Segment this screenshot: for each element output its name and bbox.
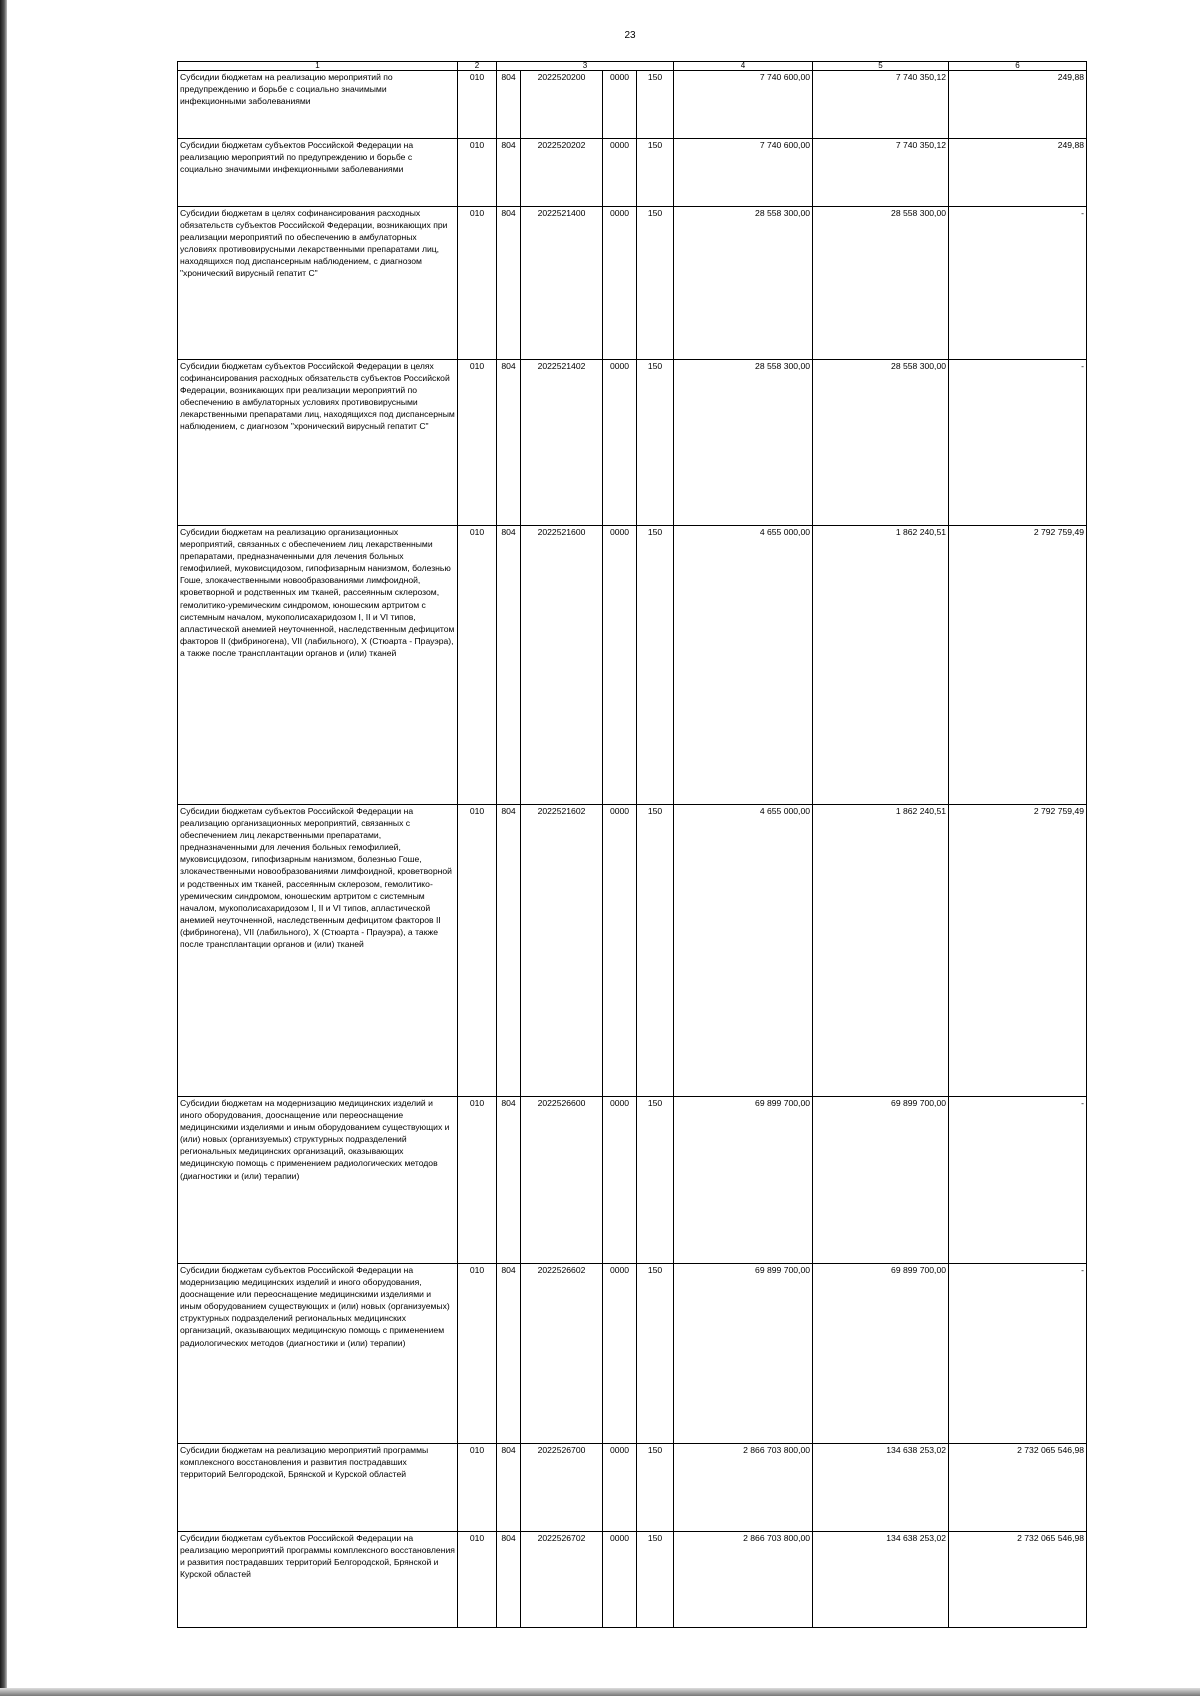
executed-amount: 7 740 350,12 <box>813 139 949 207</box>
table-row <box>178 207 1087 360</box>
row-name: Субсидии бюджетам в целях софинансирования расходных обязательств субъектов Российской Федерации, возникающих при реализации мероприятий по обеспечению в амбулаторных условиях противовирусными лекарственными препаратами лиц, находящихся под диспансерным наблюдением, с диагнозом "хронический вирусный гепатит С" <box>178 207 458 360</box>
chapter-code: 804 <box>497 139 521 207</box>
chapter-code: 804 <box>497 1444 521 1532</box>
kind-code: 150 <box>637 139 674 207</box>
admin-code: 010 <box>458 1444 497 1532</box>
executed-amount: 69 899 700,00 <box>813 1097 949 1264</box>
planned-amount: 7 740 600,00 <box>674 71 813 139</box>
remaining-amount: 249,88 <box>949 71 1087 139</box>
admin-code: 010 <box>458 805 497 1097</box>
planned-amount: 2 866 703 800,00 <box>674 1532 813 1628</box>
row-name: Субсидии бюджетам субъектов Российской Федерации на реализацию организационных мероприятий, связанных с обеспечением лиц лекарственными препаратами, предназначенными для лечения больных гемофилией, муковисцидозом, гипофизарным нанизмом, болезнью Гоше, злокачественными новообразованиями лимфоидной, кроветворной и родственных им тканей, рассеянным склерозом, гемолитико-уремическим синдромом, юношеским артритом с системным началом, мукополисахаридозом I, II и VI типов, апластической анемией неуточненной, наследственным дефицитом факторов II (фибриногена), VII (лабильного), X (Стюарта - Прауэра), а также после трансплантации органов и (или) тканей <box>178 805 458 1097</box>
table-row <box>178 71 1087 139</box>
kind-code: 150 <box>637 1532 674 1628</box>
sub-code: 0000 <box>603 1264 637 1444</box>
sub-code: 0000 <box>603 207 637 360</box>
header-col-6: 6 <box>949 62 1087 71</box>
remaining-amount: - <box>949 1097 1087 1264</box>
type-code: 2022520200 <box>521 71 603 139</box>
admin-code: 010 <box>458 360 497 526</box>
sub-code: 0000 <box>603 360 637 526</box>
table-row <box>178 1264 1087 1444</box>
executed-amount: 134 638 253,02 <box>813 1532 949 1628</box>
admin-code: 010 <box>458 71 497 139</box>
row-name: Субсидии бюджетам субъектов Российской Федерации на реализацию мероприятий по предупреждению и борьбе с социально значимыми инфекционными заболеваниями <box>178 139 458 207</box>
executed-amount: 1 862 240,51 <box>813 526 949 805</box>
kind-code: 150 <box>637 805 674 1097</box>
scan-edge-bottom <box>0 1688 1200 1696</box>
planned-amount: 4 655 000,00 <box>674 526 813 805</box>
row-name: Субсидии бюджетам на реализацию организационных мероприятий, связанных с обеспечением лиц лекарственными препаратами, предназначенными для лечения больных гемофилией, муковисцидозом, гипофизарным нанизмом, болезнью Гоше, злокачественными новообразованиями лимфоидной, кроветворной и родственных им тканей, рассеянным склерозом, гемолитико-уремическим синдромом, юношеским артритом с системным началом, мукополисахаридозом I, II и VI типов, апластической анемией неуточненной, наследственным дефицитом факторов II (фибриногена), VII (лабильного), X (Стюарта - Прауэра), а также после трансплантации органов и (или) тканей <box>178 526 458 805</box>
planned-amount: 28 558 300,00 <box>674 207 813 360</box>
kind-code: 150 <box>637 526 674 805</box>
table-row <box>178 1444 1087 1532</box>
planned-amount: 4 655 000,00 <box>674 805 813 1097</box>
planned-amount: 28 558 300,00 <box>674 360 813 526</box>
row-name: Субсидии бюджетам на модернизацию медицинских изделий и иного оборудования, дооснащение или переоснащение медицинскими изделиями и иным оборудованием существующих и (или) новых (организуемых) структурных подразделений региональных медицинских организаций, оказывающих медицинскую помощь с применением радиологических методов (диагностики и (или) терапии) <box>178 1097 458 1264</box>
chapter-code: 804 <box>497 71 521 139</box>
row-name: Субсидии бюджетам субъектов Российской Федерации в целях софинансирования расходных обязательств субъектов Российской Федерации, возникающих при реализации мероприятий по обеспечению в амбулаторных условиях противовирусными лекарственными препаратами лиц, находящихся под диспансерным наблюдением, с диагнозом "хронический вирусный гепатит С" <box>178 360 458 526</box>
chapter-code: 804 <box>497 1097 521 1264</box>
sub-code: 0000 <box>603 139 637 207</box>
executed-amount: 28 558 300,00 <box>813 360 949 526</box>
sub-code: 0000 <box>603 1097 637 1264</box>
sub-code: 0000 <box>603 805 637 1097</box>
planned-amount: 69 899 700,00 <box>674 1264 813 1444</box>
header-col-4: 4 <box>674 62 813 71</box>
type-code: 2022526700 <box>521 1444 603 1532</box>
chapter-code: 804 <box>497 526 521 805</box>
admin-code: 010 <box>458 1264 497 1444</box>
row-name: Субсидии бюджетам субъектов Российской Федерации на модернизацию медицинских изделий и иного оборудования, дооснащение или переоснащение медицинскими изделиями и иным оборудованием существующих и (или) новых (организуемых) структурных подразделений региональных медицинских организаций, оказывающих медицинскую помощь с применением радиологических методов (диагностики и (или) терапии) <box>178 1264 458 1444</box>
kind-code: 150 <box>637 71 674 139</box>
sub-code: 0000 <box>603 71 637 139</box>
type-code: 2022526600 <box>521 1097 603 1264</box>
remaining-amount: 2 732 065 546,98 <box>949 1532 1087 1628</box>
type-code: 2022520202 <box>521 139 603 207</box>
header-col-2: 2 <box>458 62 497 71</box>
planned-amount: 7 740 600,00 <box>674 139 813 207</box>
sub-code: 0000 <box>603 1532 637 1628</box>
admin-code: 010 <box>458 526 497 805</box>
remaining-amount: 2 732 065 546,98 <box>949 1444 1087 1532</box>
table-row <box>178 1532 1087 1628</box>
remaining-amount: - <box>949 1264 1087 1444</box>
budget-table <box>177 61 1087 1628</box>
table-row <box>178 1097 1087 1264</box>
type-code: 2022526602 <box>521 1264 603 1444</box>
type-code: 2022521602 <box>521 805 603 1097</box>
type-code: 2022521600 <box>521 526 603 805</box>
remaining-amount: 2 792 759,49 <box>949 805 1087 1097</box>
kind-code: 150 <box>637 360 674 526</box>
table-row <box>178 805 1087 1097</box>
page-number: 23 <box>624 30 636 41</box>
planned-amount: 69 899 700,00 <box>674 1097 813 1264</box>
row-name: Субсидии бюджетам на реализацию мероприятий программы комплексного восстановления и развития пострадавших территорий Белгородской, Брянской и Курской областей <box>178 1444 458 1532</box>
admin-code: 010 <box>458 139 497 207</box>
sub-code: 0000 <box>603 526 637 805</box>
sub-code: 0000 <box>603 1444 637 1532</box>
chapter-code: 804 <box>497 207 521 360</box>
executed-amount: 1 862 240,51 <box>813 805 949 1097</box>
scan-edge-left <box>0 0 7 1696</box>
type-code: 2022521402 <box>521 360 603 526</box>
row-name: Субсидии бюджетам на реализацию мероприятий по предупреждению и борьбе с социально значимыми инфекционными заболеваниями <box>178 71 458 139</box>
row-name: Субсидии бюджетам субъектов Российской Федерации на реализацию мероприятий программы комплексного восстановления и развития пострадавших территорий Белгородской, Брянской и Курской областей <box>178 1532 458 1628</box>
type-code: 2022521400 <box>521 207 603 360</box>
remaining-amount: - <box>949 360 1087 526</box>
remaining-amount: 249,88 <box>949 139 1087 207</box>
remaining-amount: - <box>949 207 1087 360</box>
header-col-5: 5 <box>813 62 949 71</box>
type-code: 2022526702 <box>521 1532 603 1628</box>
table-row <box>178 139 1087 207</box>
kind-code: 150 <box>637 207 674 360</box>
header-col-1: 1 <box>178 62 458 71</box>
planned-amount: 2 866 703 800,00 <box>674 1444 813 1532</box>
admin-code: 010 <box>458 207 497 360</box>
table-header-row <box>178 62 1087 71</box>
executed-amount: 28 558 300,00 <box>813 207 949 360</box>
chapter-code: 804 <box>497 1264 521 1444</box>
remaining-amount: 2 792 759,49 <box>949 526 1087 805</box>
chapter-code: 804 <box>497 1532 521 1628</box>
chapter-code: 804 <box>497 360 521 526</box>
header-col-3: 3 <box>497 62 674 71</box>
kind-code: 150 <box>637 1444 674 1532</box>
chapter-code: 804 <box>497 805 521 1097</box>
admin-code: 010 <box>458 1532 497 1628</box>
admin-code: 010 <box>458 1097 497 1264</box>
table-row <box>178 526 1087 805</box>
kind-code: 150 <box>637 1264 674 1444</box>
executed-amount: 69 899 700,00 <box>813 1264 949 1444</box>
kind-code: 150 <box>637 1097 674 1264</box>
executed-amount: 7 740 350,12 <box>813 71 949 139</box>
executed-amount: 134 638 253,02 <box>813 1444 949 1532</box>
table-row <box>178 360 1087 526</box>
